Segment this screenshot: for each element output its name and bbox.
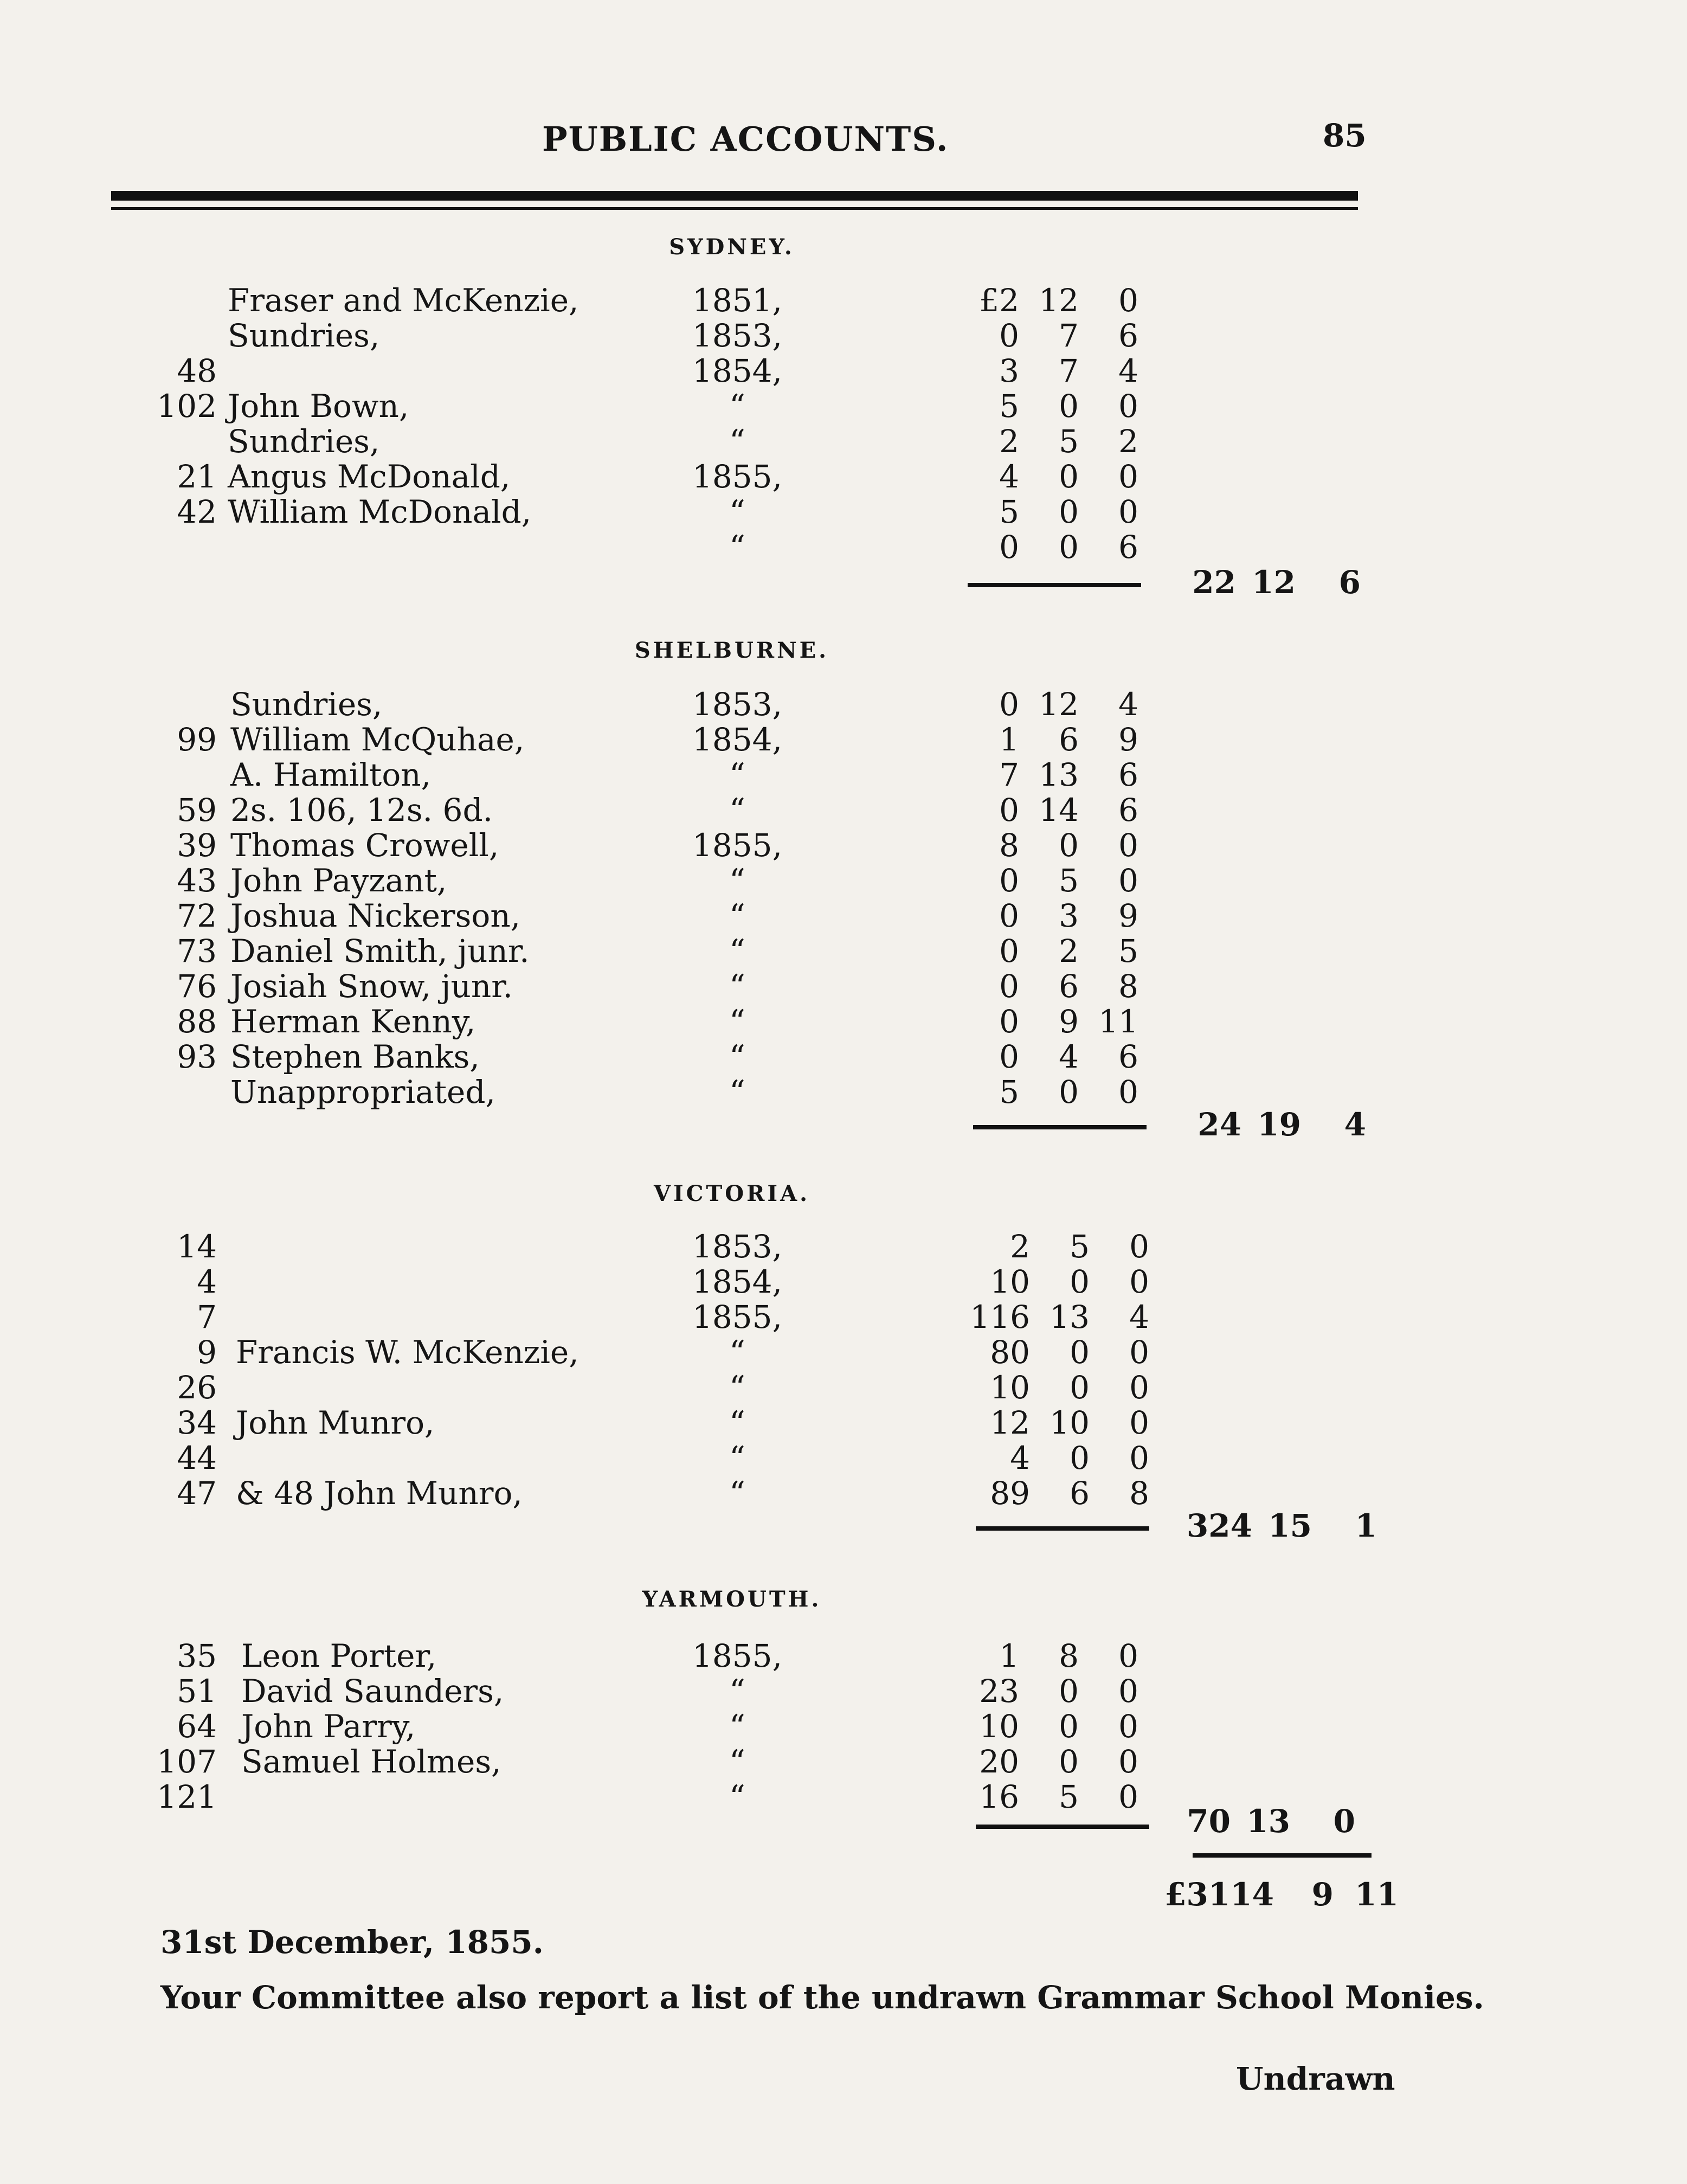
- entry-pounds: 10: [990, 1263, 1030, 1300]
- entry-year: “: [729, 493, 745, 530]
- entry-pence: 8: [1118, 968, 1138, 1005]
- subtotal-pence: 1: [1355, 1507, 1377, 1544]
- entry-row: [0, 1404, 1687, 1440]
- entry-pence: 6: [1118, 1038, 1138, 1075]
- entry-name: Sundries,: [230, 686, 383, 723]
- entry-pence: 0: [1118, 1673, 1138, 1710]
- entry-row: [0, 1263, 1687, 1299]
- entry-pounds: 0: [999, 529, 1019, 566]
- entry-year: “: [729, 1708, 745, 1745]
- page-number: 85: [1323, 117, 1367, 154]
- entry-pence: 0: [1118, 827, 1138, 864]
- entry-number: 34: [177, 1404, 217, 1441]
- entry-pounds: 0: [999, 968, 1019, 1005]
- entry-pence: 0: [1129, 1440, 1149, 1476]
- entry-pounds: 0: [999, 933, 1019, 969]
- entry-year: “: [729, 1003, 745, 1040]
- entry-pence: 9: [1118, 721, 1138, 758]
- entry-pounds: 12: [990, 1404, 1030, 1441]
- entry-name: Sundries,: [228, 317, 380, 354]
- entry-name: John Payzant,: [230, 862, 447, 899]
- entry-year: 1855,: [692, 458, 783, 495]
- entry-year: 1855,: [692, 1637, 783, 1674]
- page-header: [0, 0, 1687, 217]
- running-title: PUBLIC ACCOUNTS.: [542, 119, 949, 159]
- entry-row: [0, 1038, 1687, 1074]
- subtotal-pounds: 70: [1187, 1803, 1231, 1840]
- entry-pence: 6: [1118, 756, 1138, 793]
- entry-name: William McQuhae,: [230, 721, 525, 758]
- entry-pence: 0: [1118, 1708, 1138, 1745]
- section-subtotal: [1111, 1803, 1355, 1840]
- entry-shillings: 12: [1039, 282, 1079, 319]
- entry-pounds: 2: [1010, 1228, 1030, 1265]
- entry-pounds: 116: [970, 1299, 1030, 1335]
- entry-row: [0, 792, 1687, 827]
- entry-row: [0, 756, 1687, 792]
- entry-row: [0, 827, 1687, 862]
- entry-name: Josiah Snow, junr.: [230, 968, 513, 1005]
- entry-pounds: 7: [999, 756, 1019, 793]
- entry-year: 1853,: [692, 317, 783, 354]
- entry-name: John Parry,: [241, 1708, 416, 1745]
- entry-pounds: 20: [979, 1743, 1019, 1780]
- entry-pounds: 5: [999, 1074, 1019, 1110]
- entry-pounds: 0: [999, 1038, 1019, 1075]
- entry-row: [0, 1074, 1687, 1109]
- entry-name: David Saunders,: [241, 1673, 504, 1710]
- entry-number: 51: [177, 1673, 217, 1710]
- entry-shillings: 0: [1059, 1708, 1079, 1745]
- entry-row: [0, 1299, 1687, 1334]
- entry-shillings: 0: [1059, 1673, 1079, 1710]
- entry-number: 35: [177, 1637, 217, 1674]
- entry-shillings: 14: [1039, 792, 1079, 828]
- entry-year: “: [729, 529, 745, 566]
- entry-year: 1854,: [692, 1263, 783, 1300]
- entry-row: [0, 1003, 1687, 1038]
- entry-shillings: 13: [1049, 1299, 1090, 1335]
- entry-shillings: 0: [1059, 388, 1079, 425]
- entry-pounds: 5: [999, 493, 1019, 530]
- entry-pounds: 10: [979, 1708, 1019, 1745]
- entry-pounds: 89: [990, 1475, 1030, 1512]
- entry-number: 14: [177, 1228, 217, 1265]
- entry-pounds: 2: [999, 423, 1019, 460]
- entry-shillings: 5: [1070, 1228, 1090, 1265]
- grand-total-pence: 11: [1355, 1876, 1399, 1913]
- entry-year: 1851,: [692, 282, 783, 319]
- subtotal-rule: [968, 583, 1141, 587]
- entry-shillings: 3: [1059, 897, 1079, 934]
- entry-row: [0, 1743, 1687, 1778]
- entry-year: “: [729, 1778, 745, 1815]
- entry-name: Francis W. McKenzie,: [236, 1334, 579, 1371]
- entry-number: 73: [177, 933, 217, 969]
- entry-row: [0, 423, 1687, 458]
- entry-number: 107: [157, 1743, 217, 1780]
- entry-number: 47: [177, 1475, 217, 1512]
- entry-year: “: [729, 1475, 745, 1512]
- section-title: SHELBURNE.: [634, 638, 829, 663]
- entry-shillings: 0: [1059, 1743, 1079, 1780]
- entry-row: [0, 1475, 1687, 1510]
- entry-shillings: 9: [1059, 1003, 1079, 1040]
- entry-number: 21: [177, 458, 217, 495]
- entry-pence: 6: [1118, 529, 1138, 566]
- entry-name: Daniel Smith, junr.: [230, 933, 530, 969]
- entry-shillings: 0: [1059, 1074, 1079, 1110]
- entry-shillings: 7: [1059, 317, 1079, 354]
- entry-shillings: 10: [1049, 1404, 1090, 1441]
- entry-pence: 0: [1129, 1369, 1149, 1406]
- entry-shillings: 5: [1059, 423, 1079, 460]
- entry-name: Thomas Crowell,: [230, 827, 499, 864]
- entry-year: “: [729, 1404, 745, 1441]
- entry-number: 43: [177, 862, 217, 899]
- entry-row: [0, 1637, 1687, 1673]
- subtotal-pounds: 24: [1197, 1106, 1241, 1143]
- entry-row: [0, 1334, 1687, 1369]
- entry-shillings: 0: [1070, 1440, 1090, 1476]
- section-title: SYDNEY.: [669, 234, 795, 260]
- header-rule-thick: [111, 191, 1358, 201]
- entry-shillings: 0: [1070, 1263, 1090, 1300]
- entry-pence: 0: [1129, 1228, 1149, 1265]
- entry-pounds: 4: [1010, 1440, 1030, 1476]
- entry-number: 4: [197, 1263, 217, 1300]
- entry-pounds: 0: [999, 862, 1019, 899]
- entry-name: Samuel Holmes,: [241, 1743, 501, 1780]
- entry-number: 44: [177, 1440, 217, 1476]
- entry-year: 1853,: [692, 1228, 783, 1265]
- entry-pence: 0: [1118, 1743, 1138, 1780]
- entry-pounds: 1: [999, 721, 1019, 758]
- entry-shillings: 6: [1059, 721, 1079, 758]
- section-title: VICTORIA.: [653, 1181, 810, 1206]
- entry-pence: 2: [1118, 423, 1138, 460]
- entry-pounds: 80: [990, 1334, 1030, 1371]
- entry-pounds: 4: [999, 458, 1019, 495]
- entry-pence: 0: [1118, 1637, 1138, 1674]
- entry-pence: 0: [1118, 458, 1138, 495]
- subtotal-shillings: 15: [1268, 1507, 1312, 1544]
- entry-pence: 0: [1129, 1263, 1149, 1300]
- entry-shillings: 0: [1059, 458, 1079, 495]
- entry-name: Angus McDonald,: [228, 458, 511, 495]
- entry-row: [0, 317, 1687, 352]
- subtotal-pence: 6: [1338, 564, 1361, 601]
- subtotal-rule: [976, 1526, 1149, 1531]
- entry-year: “: [729, 897, 745, 934]
- section-subtotal: [1133, 1507, 1377, 1544]
- entry-row: [0, 862, 1687, 897]
- entry-pounds: 16: [979, 1778, 1019, 1815]
- entry-number: 72: [177, 897, 217, 934]
- entry-shillings: 0: [1070, 1369, 1090, 1406]
- entry-pounds: 0: [999, 686, 1019, 723]
- entry-row: [0, 721, 1687, 756]
- entry-pence: 0: [1129, 1404, 1149, 1441]
- entry-pence: 0: [1118, 282, 1138, 319]
- entry-row: [0, 1440, 1687, 1475]
- entry-shillings: 0: [1059, 827, 1079, 864]
- entry-shillings: 6: [1070, 1475, 1090, 1512]
- entry-pounds: 5: [999, 388, 1019, 425]
- entry-name: Herman Kenny,: [230, 1003, 476, 1040]
- entry-number: 48: [177, 352, 217, 389]
- entry-shillings: 5: [1059, 1778, 1079, 1815]
- entry-pounds: £2: [979, 282, 1019, 319]
- subtotal-shillings: 13: [1246, 1803, 1290, 1840]
- entry-number: 93: [177, 1038, 217, 1075]
- entry-year: 1855,: [692, 827, 783, 864]
- entry-year: 1855,: [692, 1299, 783, 1335]
- section-subtotal: [1122, 1106, 1366, 1143]
- subtotal-shillings: 19: [1257, 1106, 1301, 1143]
- entry-row: [0, 1673, 1687, 1708]
- entry-number: 99: [177, 721, 217, 758]
- entry-pence: 0: [1118, 388, 1138, 425]
- entry-pence: 0: [1118, 862, 1138, 899]
- subtotal-pence: 4: [1344, 1106, 1366, 1143]
- entry-pence: 4: [1118, 686, 1138, 723]
- entry-pounds: 3: [999, 352, 1019, 389]
- entry-row: [0, 493, 1687, 529]
- entry-row: [0, 1369, 1687, 1404]
- entry-list: [0, 1637, 1687, 1814]
- entry-number: 88: [177, 1003, 217, 1040]
- entry-row: [0, 352, 1687, 388]
- entry-number: 9: [197, 1334, 217, 1371]
- entry-year: “: [729, 1369, 745, 1406]
- entry-year: “: [729, 1074, 745, 1110]
- entry-row: [0, 1228, 1687, 1263]
- subtotal-pounds: 22: [1192, 564, 1236, 601]
- entry-pence: 6: [1118, 317, 1138, 354]
- entry-name: William McDonald,: [228, 493, 532, 530]
- entry-name: Sundries,: [228, 423, 380, 460]
- entry-shillings: 7: [1059, 352, 1079, 389]
- entry-name: Leon Porter,: [241, 1637, 437, 1674]
- entry-year: “: [729, 1673, 745, 1710]
- entry-pounds: 0: [999, 792, 1019, 828]
- section-subtotal: [1117, 564, 1361, 601]
- entry-year: 1854,: [692, 352, 783, 389]
- grand-total-shillings: 9: [1311, 1876, 1334, 1913]
- entry-list: [0, 686, 1687, 1109]
- entry-year: “: [729, 933, 745, 969]
- entry-row: [0, 897, 1687, 933]
- entry-year: “: [729, 1334, 745, 1371]
- entry-year: “: [729, 388, 745, 425]
- entry-pence: 4: [1129, 1299, 1149, 1335]
- entry-name: & 48 John Munro,: [236, 1475, 523, 1512]
- entry-name: Unappropriated,: [230, 1074, 495, 1110]
- entry-shillings: 8: [1059, 1637, 1079, 1674]
- grand-total: [1138, 1876, 1399, 1913]
- entry-row: [0, 1708, 1687, 1743]
- entry-name: Joshua Nickerson,: [230, 897, 521, 934]
- entry-number: 102: [157, 388, 217, 425]
- entry-pence: 9: [1118, 897, 1138, 934]
- entry-name: A. Hamilton,: [230, 756, 432, 793]
- entry-shillings: 5: [1059, 862, 1079, 899]
- entry-pounds: 0: [999, 897, 1019, 934]
- entry-pounds: 8: [999, 827, 1019, 864]
- entry-year: 1853,: [692, 686, 783, 723]
- entry-year: “: [729, 968, 745, 1005]
- entry-number: 26: [177, 1369, 217, 1406]
- entry-pounds: 10: [990, 1369, 1030, 1406]
- entry-year: “: [729, 423, 745, 460]
- entry-list: [0, 1228, 1687, 1510]
- entry-pence: 0: [1118, 493, 1138, 530]
- entry-year: “: [729, 862, 745, 899]
- entry-year: “: [729, 1038, 745, 1075]
- subtotal-shillings: 12: [1252, 564, 1296, 601]
- entry-number: 7: [197, 1299, 217, 1335]
- entry-name: John Bown,: [228, 388, 409, 425]
- entry-pence: 6: [1118, 792, 1138, 828]
- entry-name: Stephen Banks,: [230, 1038, 480, 1075]
- entry-pence: 11: [1098, 1003, 1138, 1040]
- subtotal-pence: 0: [1333, 1803, 1355, 1840]
- entry-number: 121: [157, 1778, 217, 1815]
- entry-shillings: 0: [1059, 529, 1079, 566]
- entry-year: “: [729, 1440, 745, 1476]
- entry-number: 64: [177, 1708, 217, 1745]
- entry-shillings: 13: [1039, 756, 1079, 793]
- entry-pence: 4: [1118, 352, 1138, 389]
- catchword: Undrawn: [1236, 2060, 1395, 2097]
- entry-shillings: 0: [1070, 1334, 1090, 1371]
- entry-list: [0, 282, 1687, 564]
- entry-year: “: [729, 756, 745, 793]
- grand-total-rule: [1193, 1853, 1372, 1858]
- footer-text: Your Committee also report a list of the undrawn Grammar School Monies.: [160, 1979, 1484, 2016]
- entry-number: 39: [177, 827, 217, 864]
- subtotal-pounds: 324: [1186, 1507, 1252, 1544]
- entry-name: Fraser and McKenzie,: [228, 282, 579, 319]
- entry-shillings: 12: [1039, 686, 1079, 723]
- entry-year: “: [729, 792, 745, 828]
- entry-name: 2s. 106, 12s. 6d.: [230, 792, 493, 828]
- entry-number: 42: [177, 493, 217, 530]
- entry-pence: 0: [1118, 1778, 1138, 1815]
- entry-shillings: 4: [1059, 1038, 1079, 1075]
- entry-number: 76: [177, 968, 217, 1005]
- entry-shillings: 0: [1059, 493, 1079, 530]
- entry-pounds: 0: [999, 1003, 1019, 1040]
- section-title: YARMOUTH.: [642, 1586, 822, 1612]
- entry-year: “: [729, 1743, 745, 1780]
- entry-pence: 0: [1129, 1334, 1149, 1371]
- entry-pence: 8: [1129, 1475, 1149, 1512]
- entry-number: 59: [177, 792, 217, 828]
- entry-name: John Munro,: [236, 1404, 435, 1441]
- entry-row: [0, 282, 1687, 317]
- entry-row: [0, 458, 1687, 493]
- entry-pounds: 23: [979, 1673, 1019, 1710]
- header-rule-thin: [111, 207, 1358, 210]
- entry-row: [0, 933, 1687, 968]
- entry-pounds: 1: [999, 1637, 1019, 1674]
- entry-pence: 5: [1118, 933, 1138, 969]
- entry-shillings: 2: [1059, 933, 1079, 969]
- entry-shillings: 6: [1059, 968, 1079, 1005]
- entry-pence: 0: [1118, 1074, 1138, 1110]
- entry-row: [0, 529, 1687, 564]
- subtotal-rule: [973, 1125, 1147, 1129]
- grand-total-pounds: £3114: [1164, 1876, 1274, 1913]
- entry-row: [0, 686, 1687, 721]
- entry-row: [0, 1778, 1687, 1814]
- entry-pounds: 0: [999, 317, 1019, 354]
- entry-row: [0, 388, 1687, 423]
- footer-date: 31st December, 1855.: [160, 1924, 544, 1961]
- entry-row: [0, 968, 1687, 1003]
- entry-year: 1854,: [692, 721, 783, 758]
